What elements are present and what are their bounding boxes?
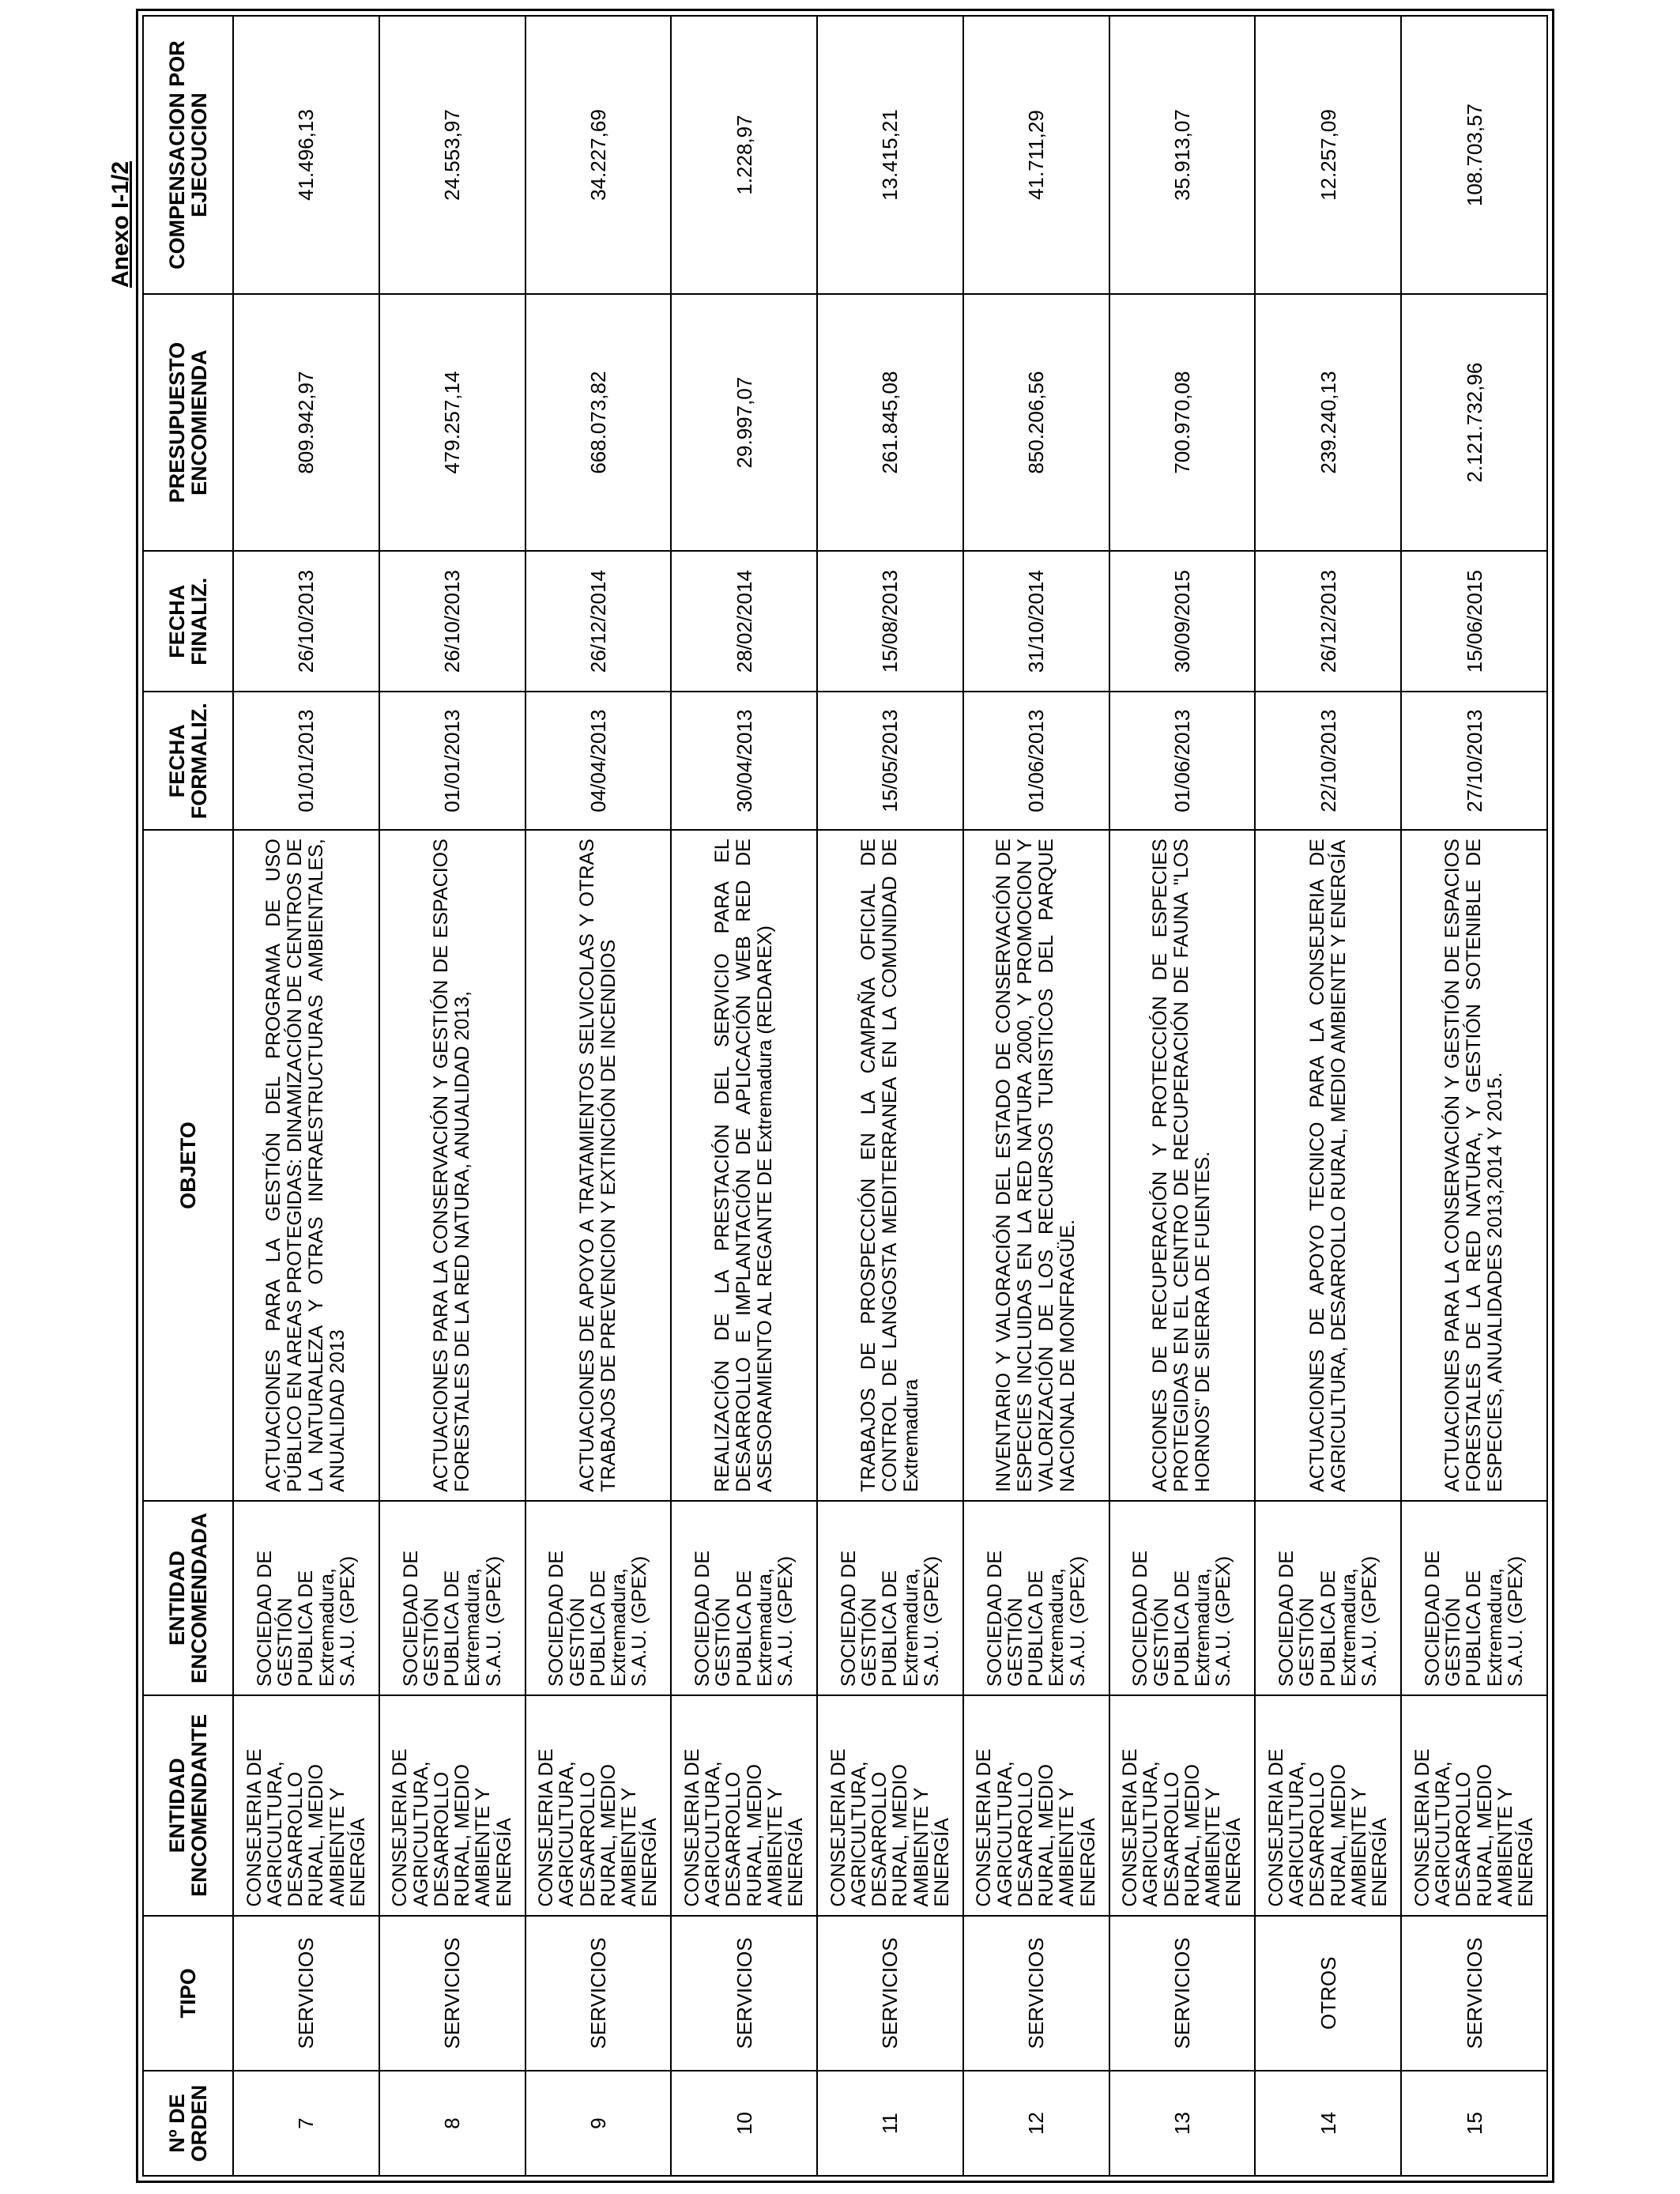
cell-presupuesto: 850.206,56 (963, 294, 1109, 551)
cell-compensacion: 108.703,57 (1401, 16, 1547, 294)
cell-tipo: SERVICIOS (817, 1916, 963, 2071)
cell-formaliz: 27/10/2013 (1401, 692, 1547, 830)
cell-orden: 7 (233, 2071, 379, 2176)
cell-formaliz: 04/04/2013 (525, 692, 672, 830)
cell-orden: 11 (817, 2071, 963, 2176)
cell-compensacion: 12.257,09 (1255, 16, 1401, 294)
cell-compensacion: 35.913,07 (1109, 16, 1256, 294)
table-row (963, 16, 1109, 2176)
cell-encomendante: CONSEJERIA DE AGRICULTURA, DESARROLLO RURAL, MEDIO AMBIENTE Y ENERGÍA (817, 1695, 963, 1916)
cell-objeto: ACTUACIONES DE APOYO A TRATAMIENTOS SELVICOLAS Y OTRAS TRABAJOS DE PREVENCION Y EXTINCIÓN DE INCENDIOS (525, 830, 672, 1501)
header-presupuesto: PRESUPUESTO ENCOMIENDA (143, 294, 233, 551)
header-formaliz: FECHA FORMALIZ. (143, 692, 233, 830)
cell-tipo: SERVICIOS (963, 1916, 1109, 2071)
cell-orden: 8 (379, 2071, 525, 2176)
cell-compensacion: 34.227,69 (525, 16, 672, 294)
cell-presupuesto: 668.073,82 (525, 294, 672, 551)
cell-compensacion: 13.415,21 (817, 16, 963, 294)
cell-objeto: ACTUACIONES DE APOYO TECNICO PARA LA CONSEJERIA DE AGRICULTURA, DESARROLLO RURAL, MEDIO AMBIENTE Y ENERGÍA (1255, 830, 1401, 1501)
cell-objeto: REALIZACIÓN DE LA PRESTACIÓN DEL SERVICIO PARA EL DESARROLLO E IMPLANTACIÓN DE APLICACIÓN WEB RED DE ASESORAMIENTO AL REGANTE DE Extremadura (REDAREX) (671, 830, 817, 1501)
cell-presupuesto: 2.121.732,96 (1401, 294, 1547, 551)
header-row (143, 16, 233, 2176)
encomiendas-table (142, 15, 1548, 2177)
cell-tipo: SERVICIOS (1109, 1916, 1256, 2071)
cell-finaliz: 15/08/2013 (817, 551, 963, 692)
table-row (1401, 16, 1547, 2176)
cell-encomendada: SOCIEDAD DE GESTIÓN PUBLICA DE Extremadura, S.A.U. (GPEX) (671, 1501, 817, 1695)
cell-finaliz: 28/02/2014 (671, 551, 817, 692)
cell-encomendada: SOCIEDAD DE GESTIÓN PUBLICA DE Extremadura, S.A.U. (GPEX) (1109, 1501, 1256, 1695)
cell-encomendada: SOCIEDAD DE GESTIÓN PUBLICA DE Extremadura, S.A.U. (GPEX) (963, 1501, 1109, 1695)
table-row (1255, 16, 1401, 2176)
cell-finaliz: 30/09/2015 (1109, 551, 1256, 692)
cell-objeto: ACTUACIONES PARA LA CONSERVACIÓN Y GESTIÓN DE ESPACIOS FORESTALES DE LA RED NATURA, ANUALIDAD 2013, (379, 830, 525, 1501)
cell-presupuesto: 261.845,08 (817, 294, 963, 551)
cell-objeto: ACTUACIONES PARA LA CONSERVACIÓN Y GESTIÓN DE ESPACIOS FORESTALES DE LA RED NATURA, Y GESTIÓN SOTENIBLE DE ESPECIES, ANUALIDADES 2013,2014 Y 2015. (1401, 830, 1547, 1501)
cell-encomendada: SOCIEDAD DE GESTIÓN PUBLICA DE Extremadura, S.A.U. (GPEX) (379, 1501, 525, 1695)
cell-presupuesto: 479.257,14 (379, 294, 525, 551)
cell-encomendada: SOCIEDAD DE GESTIÓN PUBLICA DE Extremadura, S.A.U. (GPEX) (1255, 1501, 1401, 1695)
cell-formaliz: 01/01/2013 (379, 692, 525, 830)
cell-compensacion: 24.553,97 (379, 16, 525, 294)
cell-finaliz: 31/10/2014 (963, 551, 1109, 692)
cell-compensacion: 1.228,97 (671, 16, 817, 294)
cell-tipo: SERVICIOS (379, 1916, 525, 2071)
cell-finaliz: 15/06/2015 (1401, 551, 1547, 692)
table-row (379, 16, 525, 2176)
header-finaliz: FECHA FINALIZ. (143, 551, 233, 692)
cell-formaliz: 22/10/2013 (1255, 692, 1401, 830)
cell-tipo: SERVICIOS (671, 1916, 817, 2071)
cell-orden: 10 (671, 2071, 817, 2176)
table-row (1109, 16, 1256, 2176)
cell-encomendante: CONSEJERIA DE AGRICULTURA, DESARROLLO RURAL, MEDIO AMBIENTE Y ENERGÍA (1255, 1695, 1401, 1916)
cell-encomendante: CONSEJERIA DE AGRICULTURA, DESARROLLO RURAL, MEDIO AMBIENTE Y ENERGÍA (671, 1695, 817, 1916)
cell-finaliz: 26/10/2013 (379, 551, 525, 692)
cell-encomendada: SOCIEDAD DE GESTIÓN PUBLICA DE Extremadura, S.A.U. (GPEX) (817, 1501, 963, 1695)
cell-encomendante: CONSEJERIA DE AGRICULTURA, DESARROLLO RURAL, MEDIO AMBIENTE Y ENERGÍA (1109, 1695, 1256, 1916)
header-objeto: OBJETO (143, 830, 233, 1501)
cell-tipo: SERVICIOS (1401, 1916, 1547, 2071)
cell-formaliz: 30/04/2013 (671, 692, 817, 830)
cell-formaliz: 01/01/2013 (233, 692, 379, 830)
cell-formaliz: 01/06/2013 (1109, 692, 1256, 830)
cell-presupuesto: 29.997,07 (671, 294, 817, 551)
cell-orden: 12 (963, 2071, 1109, 2176)
header-encomendada: ENTIDAD ENCOMENDADA (143, 1501, 233, 1695)
header-orden: Nº DE ORDEN (143, 2071, 233, 2176)
header-compensacion: COMPENSACION POR EJECUCION (143, 16, 233, 294)
cell-finaliz: 26/10/2013 (233, 551, 379, 692)
cell-orden: 15 (1401, 2071, 1547, 2176)
header-tipo: TIPO (143, 1916, 233, 2071)
cell-compensacion: 41.496,13 (233, 16, 379, 294)
cell-presupuesto: 700.970,08 (1109, 294, 1256, 551)
cell-encomendada: SOCIEDAD DE GESTIÓN PUBLICA DE Extremadura, S.A.U. (GPEX) (1401, 1501, 1547, 1695)
cell-tipo: SERVICIOS (233, 1916, 379, 2071)
cell-formaliz: 01/06/2013 (963, 692, 1109, 830)
annex-title: Anexo I-1/2 (107, 160, 134, 288)
table-row (671, 16, 817, 2176)
cell-finaliz: 26/12/2013 (1255, 551, 1401, 692)
table-frame (136, 9, 1554, 2183)
cell-encomendante: CONSEJERIA DE AGRICULTURA, DESARROLLO RURAL, MEDIO AMBIENTE Y ENERGÍA (963, 1695, 1109, 1916)
cell-finaliz: 26/12/2014 (525, 551, 672, 692)
cell-tipo: OTROS (1255, 1916, 1401, 2071)
cell-encomendante: CONSEJERIA DE AGRICULTURA, DESARROLLO RURAL, MEDIO AMBIENTE Y ENERGÍA (1401, 1695, 1547, 1916)
cell-formaliz: 15/05/2013 (817, 692, 963, 830)
cell-objeto: TRABAJOS DE PROSPECCIÓN EN LA CAMPAÑA OFICIAL DE CONTROL DE LANGOSTA MEDITERRANEA EN LA COMUNIDAD DE Extremadura (817, 830, 963, 1501)
cell-encomendante: CONSEJERIA DE AGRICULTURA, DESARROLLO RURAL, MEDIO AMBIENTE Y ENERGÍA (233, 1695, 379, 1916)
header-encomendante: ENTIDAD ENCOMENDANTE (143, 1695, 233, 1916)
cell-presupuesto: 239.240,13 (1255, 294, 1401, 551)
cell-objeto: ACTUACIONES PARA LA GESTIÓN DEL PROGRAMA DE USO PÚBLICO EN AREAS PROTEGIDAS: DINAMIZACIÓN DE CENTROS DE LA NATURALEZA Y OTRAS INFRAESTRUCTURAS AMBIENTALES, ANUALIDAD 2013 (233, 830, 379, 1501)
table-row (525, 16, 672, 2176)
table-row (233, 16, 379, 2176)
cell-orden: 9 (525, 2071, 672, 2176)
cell-objeto: ACCIONES DE RECUPERACIÓN Y PROTECCIÓN DE ESPECIES PROTEGIDAS EN EL CENTRO DE RECUPERACIÓN DE FAUNA "LOS HORNOS" DE SIERRA DE FUENTES. (1109, 830, 1256, 1501)
cell-objeto: INVENTARIO Y VALORACIÓN DEL ESTADO DE CONSERVACIÓN DE ESPECIES INCLUIDAS EN LA RED NATURA 2000, Y PROMOCION Y VALORIZACIÓN DE LOS RECURSOS TURISTICOS DEL PARQUE NACIONAL DE MONFRAGÜE. (963, 830, 1109, 1501)
cell-encomendante: CONSEJERIA DE AGRICULTURA, DESARROLLO RURAL, MEDIO AMBIENTE Y ENERGÍA (379, 1695, 525, 1916)
cell-orden: 14 (1255, 2071, 1401, 2176)
table-row (817, 16, 963, 2176)
cell-presupuesto: 809.942,97 (233, 294, 379, 551)
cell-compensacion: 41.711,29 (963, 16, 1109, 294)
cell-encomendada: SOCIEDAD DE GESTIÓN PUBLICA DE Extremadura, S.A.U. (GPEX) (233, 1501, 379, 1695)
cell-orden: 13 (1109, 2071, 1256, 2176)
cell-tipo: SERVICIOS (525, 1916, 672, 2071)
cell-encomendante: CONSEJERIA DE AGRICULTURA, DESARROLLO RURAL, MEDIO AMBIENTE Y ENERGÍA (525, 1695, 672, 1916)
cell-encomendada: SOCIEDAD DE GESTIÓN PUBLICA DE Extremadura, S.A.U. (GPEX) (525, 1501, 672, 1695)
